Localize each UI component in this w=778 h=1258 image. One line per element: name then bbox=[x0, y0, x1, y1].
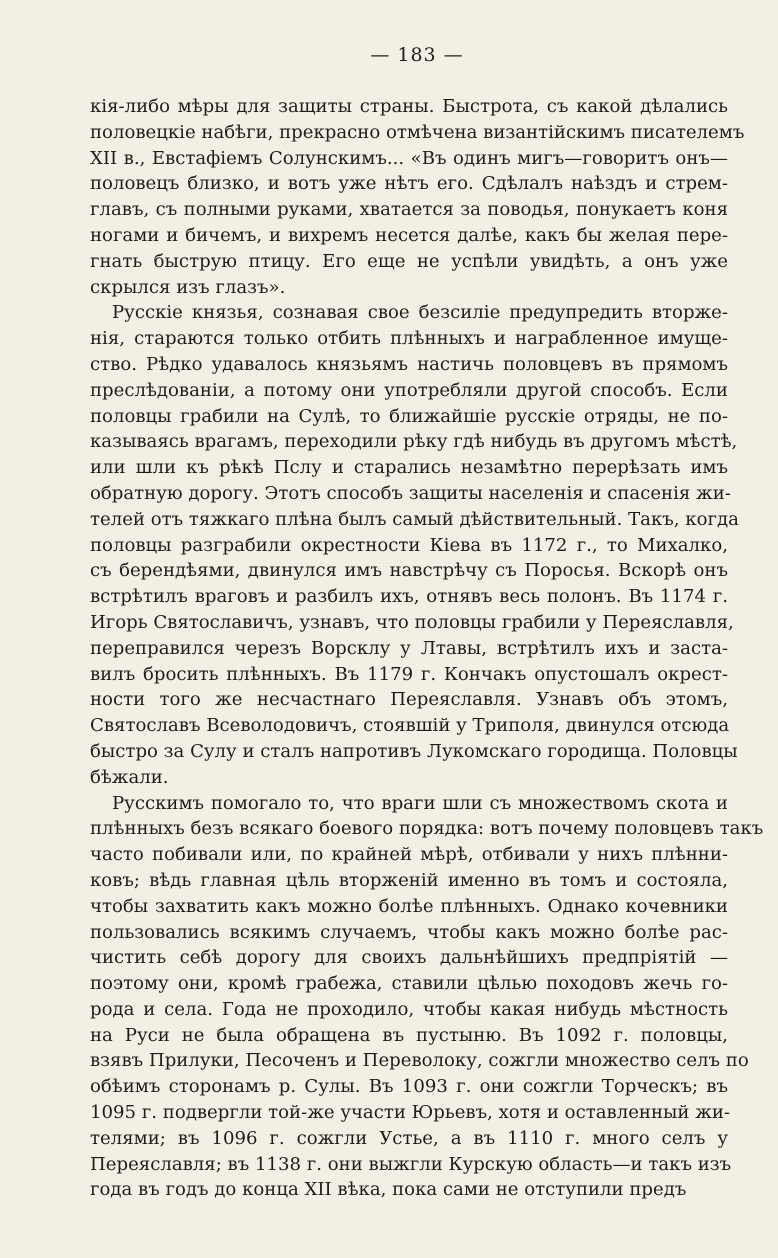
text-line: 1095 г. подвергли той-же участи Юрьевъ, хотя и оставленный жи- bbox=[90, 1102, 731, 1124]
text-line: вилъ бросить плѣнныхъ. Въ 1179 г. Кончакъ опустошалъ окрест- bbox=[90, 663, 728, 685]
text-line: скрылся изъ глазъ». bbox=[90, 276, 286, 298]
text-line: бѣжали. bbox=[90, 766, 169, 788]
text-line: телей отъ тяжкаго плѣна былъ самый дѣйствительный. Такъ, когда bbox=[90, 508, 739, 530]
text-line: рода и села. Года не проходило, чтобы какая нибудь мѣстность bbox=[90, 998, 728, 1020]
text-line: на Руси не была обращена въ пустыню. Въ 1092 г. половцы, bbox=[90, 1024, 728, 1046]
text-line: половцы грабили на Сулѣ, то ближайшіе русскіе отряды, не по- bbox=[90, 405, 728, 427]
text-line: кія-либо мѣры для защиты страны. Быстрота, съ какой дѣлались bbox=[90, 96, 728, 117]
text-line: половцы разграбили окрестности Кіева въ 1172 г., то Михалко, bbox=[90, 534, 728, 556]
text-line: или шли къ рѣкѣ Пслу и старались незамѣтно перерѣзать имъ bbox=[90, 457, 728, 479]
text-line: половецъ близко, и вотъ уже нѣтъ его. Сдѣлалъ наѣздъ и стрем- bbox=[90, 173, 728, 195]
text-line: съ берендѣями, двинулся имъ навстрѣчу съ Поросья. Вскорѣ онъ bbox=[90, 560, 728, 582]
text-line: Игорь Святославичъ, узнавъ, что половцы грабили у Переяславля, bbox=[90, 611, 734, 633]
text-line: Святославъ Всеволодовичъ, стоявшій у Триполя, двинулся отсюда bbox=[90, 715, 730, 737]
text-line: Русскимъ помогало то, что враги шли съ множествомъ скота и bbox=[112, 792, 728, 814]
paragraph bbox=[90, 94, 745, 300]
paragraph bbox=[90, 791, 764, 1204]
text-line: быстро за Сулу и сталъ напротивъ Лукомскаго городища. Половцы bbox=[90, 740, 738, 762]
text-line: поэтому они, кромѣ грабежа, ставили цѣлью походовъ жечь го- bbox=[90, 973, 728, 995]
text-line: переправился черезъ Ворсклу у Лтавы, встрѣтилъ ихъ и заста- bbox=[90, 637, 728, 659]
paragraph bbox=[90, 300, 739, 790]
text-line: Переяславля; въ 1138 г. они выжгли Курскую область—и такъ изъ bbox=[90, 1153, 732, 1175]
text-line: телями; въ 1096 г. сожгли Устье, а въ 1110 г. много селъ у bbox=[90, 1127, 728, 1149]
text-line: главъ, съ полными руками, хватается за поводья, понукаетъ коня bbox=[90, 199, 728, 221]
text-line: пользовались всякимъ случаемъ, чтобы какъ можно болѣе рас- bbox=[90, 921, 728, 943]
text-line: чистить себѣ дорогу для своихъ дальнѣйшихъ предпріятій — bbox=[90, 947, 728, 969]
text-line: преслѣдованіи, а потому они употребляли другой способъ. Если bbox=[90, 379, 728, 401]
text-line: казываясь врагамъ, переходили рѣку гдѣ нибудь въ другомъ мѣстѣ, bbox=[90, 431, 738, 453]
text-line: обѣимъ сторонамъ р. Сулы. Въ 1093 г. они сожгли Торческъ; въ bbox=[90, 1076, 728, 1098]
text-line: ногами и бичемъ, и вихремъ несется далѣе, какъ бы желая пере- bbox=[90, 224, 728, 246]
text-line: ности того же несчастнаго Переяславля. Узнавъ объ этомъ, bbox=[90, 689, 728, 711]
text-line: встрѣтилъ враговъ и разбилъ ихъ, отнявъ весь полонъ. Въ 1174 г. bbox=[90, 586, 728, 608]
text-line: ковъ; вѣдь главная цѣль вторженій именно въ томъ и состояла, bbox=[90, 869, 728, 891]
text-line: года въ годъ до конца XII вѣка, пока сами не отступили предъ bbox=[90, 1179, 687, 1201]
text-line: нія, стараются только отбить плѣнныхъ и награбленное имуще- bbox=[90, 328, 728, 350]
text-line: XII в., Евстафіемъ Солунскимъ... «Въ одинъ мигъ—говоритъ онъ— bbox=[90, 147, 728, 169]
page-number: — 183 — bbox=[370, 44, 464, 66]
text-line: гнать быструю птицу. Его еще не успѣли увидѣть, а онъ уже bbox=[90, 250, 728, 272]
text-line: часто побивали или, по крайней мѣрѣ, отбивали у нихъ плѣнни- bbox=[90, 844, 728, 866]
text-line: ство. Рѣдко удавалось князьямъ настичь половцевъ въ прямомъ bbox=[90, 353, 728, 375]
text-line: половецкіе набѣги, прекрасно отмѣчена византійскимъ писателемъ bbox=[90, 121, 745, 143]
text-line: взявъ Прилуки, Песоченъ и Переволоку, сожгли множество селъ по bbox=[90, 1050, 749, 1072]
text-line: Русскіе князья, сознавая свое безсиліе предупредить вторже- bbox=[112, 302, 728, 324]
page-text bbox=[90, 94, 764, 1203]
text-line: обратную дорогу. Этотъ способъ защиты населенія и спасенія жи- bbox=[90, 482, 731, 504]
text-line: чтобы захватить какъ можно болѣе плѣнныхъ. Однако кочевники bbox=[90, 895, 728, 917]
text-line: плѣнныхъ безъ всякаго боевого порядка: вотъ почему половцевъ такъ bbox=[90, 818, 764, 840]
